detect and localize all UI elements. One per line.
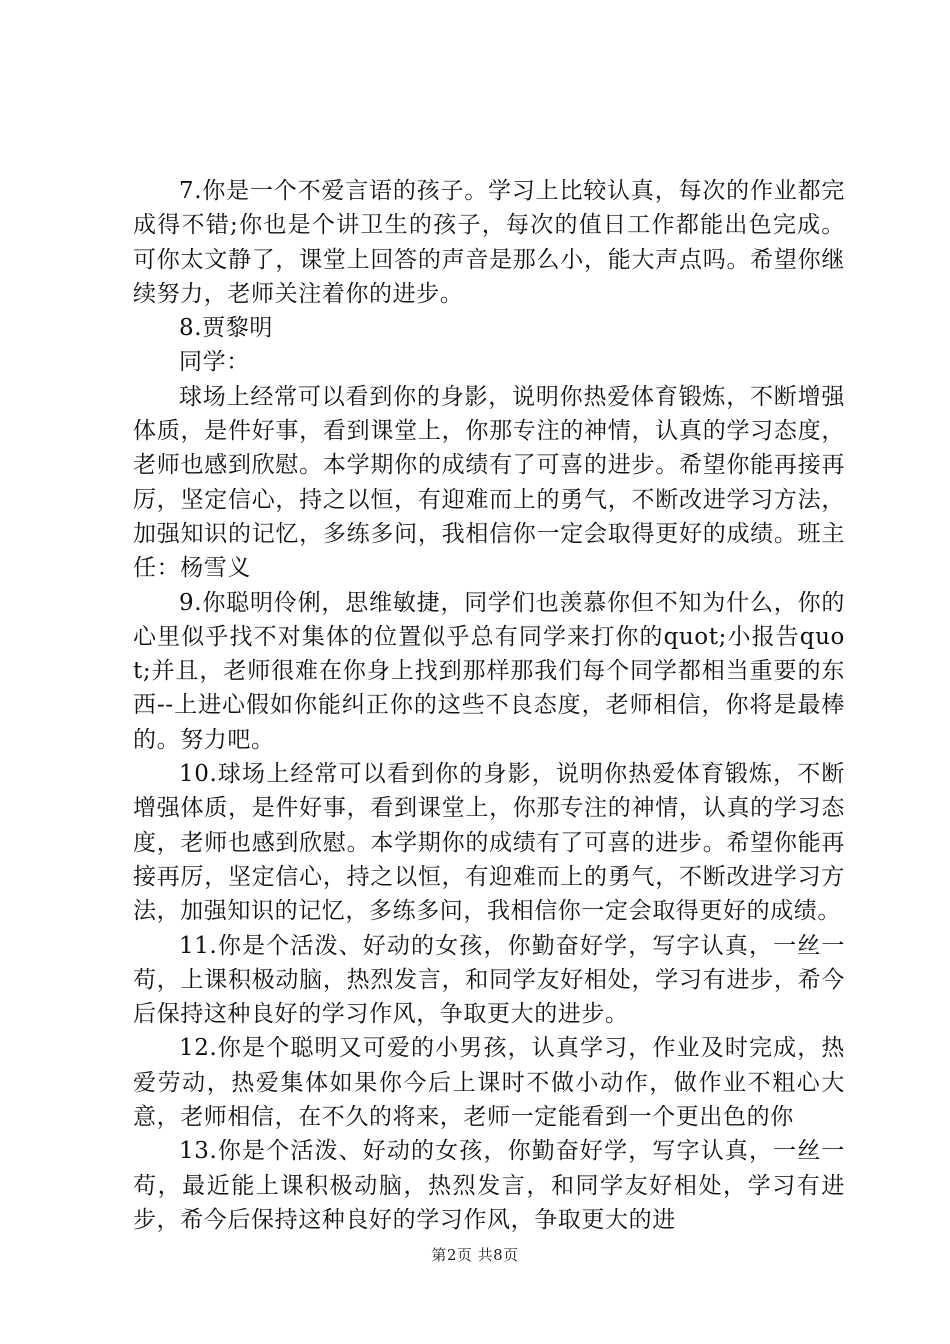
paragraph-comment-10: 10.球场上经常可以看到你的身影，说明你热爱体育锻炼，不断增强体质，是件好事，看到课堂上，你那专注的神情，认真的学习态度，老师也感到欣慰。本学期你的成绩有了可喜的进步。希望你能再接再厉，坚定信心，持之以恒，有迎难而上的勇气，不断改进学习方法，加强知识的记忆，多练多问，我相信你一定会取得更好的成绩。 bbox=[133, 761, 845, 925]
paragraph-comment-11: 11.你是个活泼、好动的女孩，你勤奋好学，写字认真，一丝一苟，上课积极动脑，热烈发言，和同学友好相处，学习有进步，希今后保持这种良好的学习作风，争取更大的进步。 bbox=[133, 932, 845, 1028]
page-number-footer: 第2页 共8页 bbox=[431, 1246, 519, 1264]
paragraph-comment-13: 13.你是个活泼、好动的女孩，你勤奋好学，写字认真，一丝一苟，最近能上课积极动脑，热烈发言，和同学友好相处，学习有进步，希今后保持这种良好的学习作风，争取更大的进 bbox=[133, 1138, 845, 1233]
paragraph-comment-7: 7.你是一个不爱言语的孩子。学习上比较认真，每次的作业都完成得不错;你也是个讲卫生的孩子，每次的值日工作都能出色完成。可你太文静了，课堂上回答的声音是那么小，能大声点吗。希望你继续努力，老师关注着你的进步。 bbox=[133, 178, 845, 307]
paragraph-heading-8: 8.贾黎明 bbox=[179, 315, 273, 342]
document-body bbox=[133, 174, 845, 1237]
paragraph-comment-9: 9.你聪明伶俐，思维敏捷，同学们也羡慕你但不知为什么，你的心里似乎找不对集体的位置似乎总有同学来打你的quot;小报告quot;并且，老师很难在你身上找到那样那我们每个同学都相当重要的东西--上进心假如你能纠正你的这些不良态度，老师相信，你将是最棒的。努力吧。 bbox=[133, 589, 845, 753]
paragraph-comment-12: 12.你是个聪明又可爱的小男孩，认真学习，作业及时完成，热爱劳动，热爱集体如果你今后上课时不做小动作，做作业不粗心大意，老师相信，在不久的将来，老师一定能看到一个更出色的你 bbox=[133, 1035, 845, 1131]
paragraph-salutation: 同学： bbox=[179, 349, 250, 376]
paragraph-comment-8-body: 球场上经常可以看到你的身影，说明你热爱体育锻炼，不断增强体质，是件好事，看到课堂上，你那专注的神情，认真的学习态度，老师也感到欣慰。本学期你的成绩有了可喜的进步。希望你能再接再厉，坚定信心，持之以恒，有迎难而上的勇气，不断改进学习方法，加强知识的记忆，多练多问，我相信你一定会取得更好的成绩。班主任：杨雪义 bbox=[133, 383, 845, 582]
